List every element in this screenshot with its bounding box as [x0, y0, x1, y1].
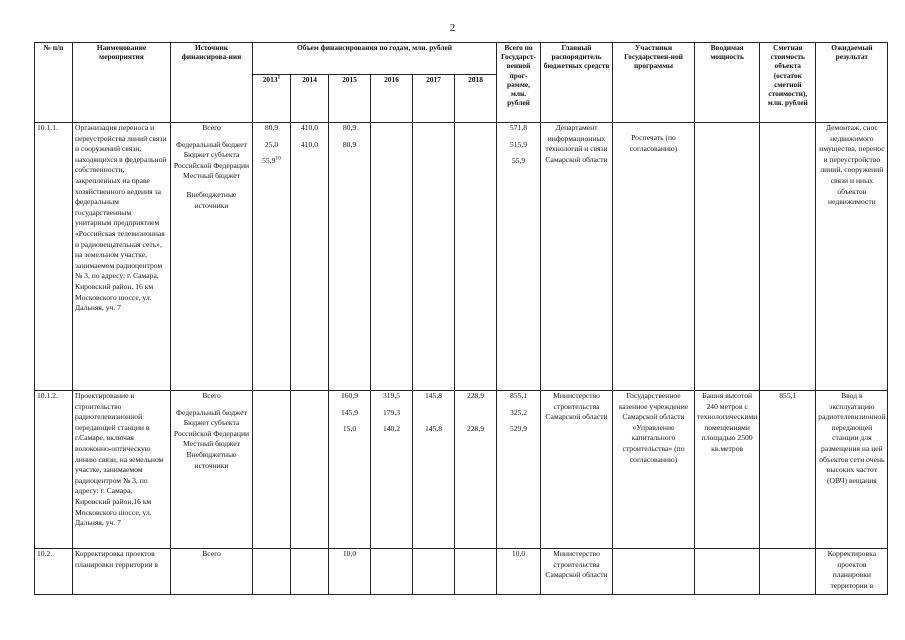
cell-2015: 80,9 80,9	[329, 123, 371, 391]
table-row	[35, 123, 888, 391]
cell-participants: Роспечать (по согласованию)	[613, 123, 695, 391]
cell-result: Ввод в эксплуатацию радиотелевизионной передающей станции для размещения на ней объектов сети очень высоких частот (ОВЧ) вещания	[816, 391, 888, 549]
cell-2016: 319,5 179,3 140,2	[371, 391, 413, 549]
header-capacity: Вводимая мощность	[695, 43, 760, 123]
cell-result: Демонтаж, снос недвижимого имущества, перенос и переустройство линий, сооружений связи и иных объектов недвижимости	[816, 123, 888, 391]
row-name: Корректировка проектов планировки территории в	[73, 549, 171, 595]
cell-2015: 10,0	[329, 549, 371, 595]
cell-estimate: 855,1	[760, 391, 816, 549]
cell-manager: Департамент информационных технологий и связи Самарской области	[541, 123, 613, 391]
cell-2013: 80,9 25,0 55,9$^{10}$	[253, 123, 291, 391]
header-source: Источник финансирова-ния	[171, 43, 253, 123]
cell-capacity	[695, 123, 760, 391]
cell-2014	[291, 549, 329, 595]
row-num: 10.1.1.	[35, 123, 73, 391]
year-header: 2017	[413, 75, 455, 123]
page-number: 2	[449, 22, 456, 34]
header-volume: Объем финансирования по годам, млн. рублей	[253, 43, 497, 75]
cell-capacity: Башня высотой 240 метров с технологическими помещениями площадью 2500 кв.метров	[695, 391, 760, 549]
cell-2016	[371, 123, 413, 391]
row-name: Организация переноса и переустройства линий связи и сооружений связи, находящихся в федеральной собственности, закрепленных на праве хозяйственного ведения за федеральным государственным унитарным предприятием «Российская телевизионная и радиовещательная сеть», на земельном участке, занимаемом радиоцентром № 3, по адресу: г. Самара, Кировский район, 16 км Московского шоссе, ул. Дальняя, уч. 7	[73, 123, 171, 391]
cell-result: Корректировка проектов планировки территории в	[816, 549, 888, 595]
header-name: Наименование мероприятия	[73, 43, 171, 123]
header-num: № п/п	[35, 43, 73, 123]
cell-manager: Министерство строительства Самарской области	[541, 391, 613, 549]
year-header: 2016	[371, 75, 413, 123]
cell-2013	[253, 549, 291, 595]
cell-2018	[455, 123, 497, 391]
cell-2014: 410,0 410,0	[291, 123, 329, 391]
cell-2016	[371, 549, 413, 595]
cell-total: 10,0	[497, 549, 541, 595]
row-num: 10.2.	[35, 549, 73, 595]
cell-participants: Государственное казенное учреждение Самарской области «Управление капитального строительства» (по согласованию)	[613, 391, 695, 549]
cell-manager: Министерство строительства Самарской области	[541, 549, 613, 595]
year-header: 2018	[455, 75, 497, 123]
table-row	[35, 549, 888, 595]
header-participants: Участники Государствен-ной программы	[613, 43, 695, 123]
year-header: 2013$^1$	[253, 75, 291, 123]
header-manager: Главный распорядитель бюджетных средств	[541, 43, 613, 123]
cell-estimate	[760, 549, 816, 595]
row-num: 10.1.2.	[35, 391, 73, 549]
cell-2015: 160,9 145,9 15,0	[329, 391, 371, 549]
year-header: 2015	[329, 75, 371, 123]
cell-participants	[613, 549, 695, 595]
row-sources: Всего	[171, 549, 253, 595]
header-total: Всего по Государст-венной прог-рамме, млн. рублей	[497, 43, 541, 123]
cell-total: 855,1 325,2 529,9	[497, 391, 541, 549]
financing-table	[34, 42, 888, 595]
cell-2017	[413, 549, 455, 595]
cell-estimate	[760, 123, 816, 391]
cell-2018	[455, 549, 497, 595]
cell-total: 571,8 515,9 55,9	[497, 123, 541, 391]
row-sources: Всего Федеральный бюджет Бюджет субъекта Российской Федерации Местный бюджет Внебюджетные источники	[171, 391, 253, 549]
cell-2018: 228,9 228,9	[455, 391, 497, 549]
cell-2014	[291, 391, 329, 549]
header-estimate: Сметная стоимость объекта (остаток сметной стоимости), млн. рублей	[760, 43, 816, 123]
row-name: Проектирование и строительство радиотелевизионной передающей станции в г.Самаре, включая волоконно-оптическую линию связи, на земельном участке, занимаемом радиоцентром № 3, по адресу: г. Самара, Кировский район,16 км Московского шоссе, ул. Дальняя, уч. 7	[73, 391, 171, 549]
cell-2013	[253, 391, 291, 549]
header-result: Ожидаемый результат	[816, 43, 888, 123]
row-sources: Всего Федеральный бюджет Бюджет субъекта Российской Федерации Местный бюджет Внебюджетные источники	[171, 123, 253, 391]
cell-2017	[413, 123, 455, 391]
cell-capacity	[695, 549, 760, 595]
cell-2017: 145,8 145,8	[413, 391, 455, 549]
table-row	[35, 391, 888, 549]
year-header: 2014	[291, 75, 329, 123]
